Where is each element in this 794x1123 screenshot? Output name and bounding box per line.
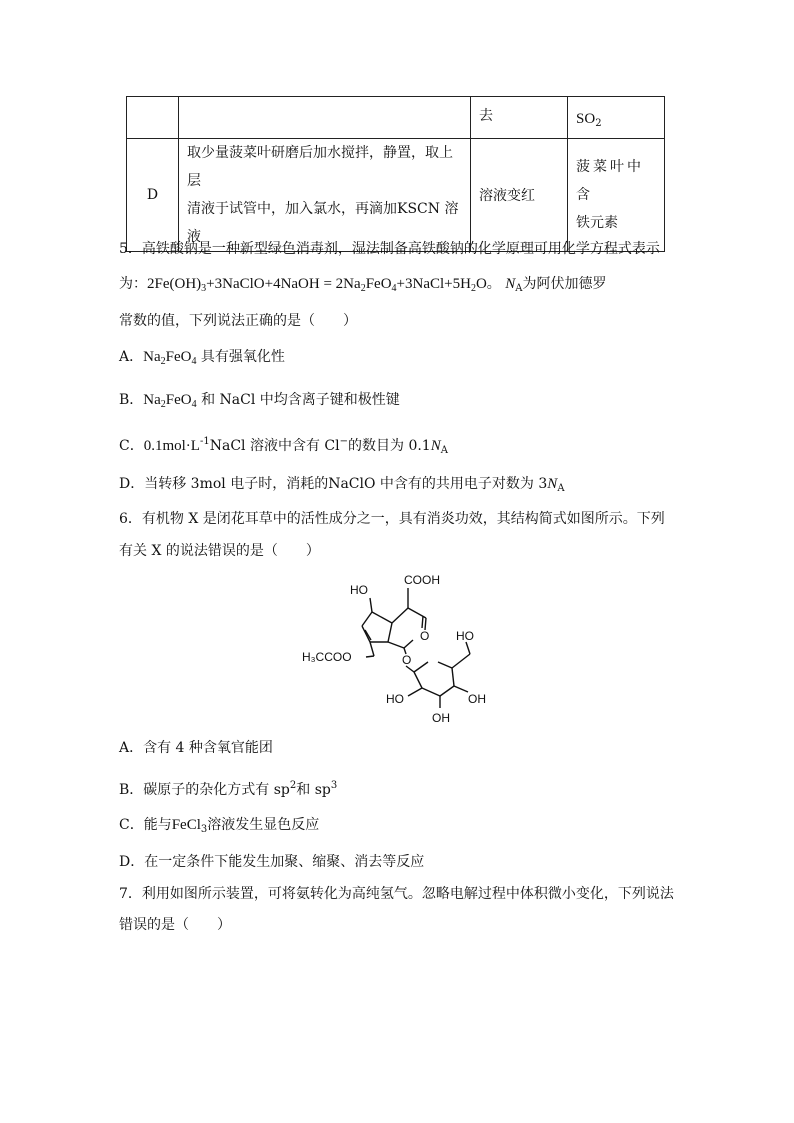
formula-part: NaCl 溶液中含有 Cl [209,438,340,454]
q6-option-a: A．含有 4 种含氧官能团 [119,740,273,756]
option-text: 具有强氧化性 [200,349,285,365]
superscript: − [339,436,348,447]
option-label: B． [119,392,144,408]
atom-labels [302,573,486,725]
experiment-table [126,96,665,252]
subscript: 2 [470,283,476,294]
table-row [127,97,665,139]
eq-tail: 。 [486,276,501,292]
ho-label: HO [350,583,368,597]
superscript: 2 [289,780,297,791]
q5-stem-line3: 常数的值，下列说法正确的是（ ） [119,313,357,329]
option-label: A． [119,349,144,365]
glycosidic-oxygen-label: O [402,653,412,667]
subscript: A [557,483,565,494]
avogadro-symbol: N [430,438,441,454]
subscript: 2 [595,117,602,129]
formula-part: FeCl [171,817,201,833]
phenomenon-cell [471,139,568,252]
subscript: 4 [191,399,197,410]
option-text: B．碳原子的杂化方式有 sp [119,782,290,798]
subscript: 4 [391,283,397,294]
formula-part: FeO [165,349,192,365]
acetate-label: H₃CCOO [302,650,352,664]
option-label-cell [127,139,179,252]
ring-oxygen-label: O [420,629,430,643]
q5-option-a [119,347,285,372]
formula-part: 0.1mol·L [143,438,200,454]
conclusion-line: 菠菜叶中含 [576,159,644,203]
eq-part: 2Fe(OH) [147,276,202,292]
formula [143,349,196,365]
bond-lines [362,588,470,708]
q7-stem-line1: 7．利用如图所示装置，可将氨转化为高纯氢气。忽略电解过程中体积微小变化，下列说法 [119,886,674,902]
table-cell [471,97,568,139]
q7-stem-line2: 错误的是（ ） [119,917,231,933]
ho-label: HO [456,629,474,643]
table-cell [568,97,665,139]
q6-stem-line1: 6．有机物 X 是闭花耳草中的活性成分之一，具有消炎功效，其结构简式如图所示。下列 [119,511,665,527]
formula-part: Na [143,392,161,408]
q5-option-d [119,474,565,499]
table-row [127,139,665,252]
subscript: 2 [160,399,166,410]
eq-part: O [475,276,487,292]
superscript: 3 [330,780,338,791]
option-label: C．能与 [119,817,172,833]
subscript: 3 [201,283,207,294]
option-text: 和 sp [296,782,331,798]
eq-part: +3NaClO+4NaOH = 2Na [206,276,361,292]
formula [143,392,196,408]
eq-prefix: 为： [119,276,147,292]
subscript: 2 [360,283,366,294]
oh-label: OH [432,711,450,725]
table-cell [127,97,179,139]
superscript: -1 [199,436,210,447]
cooh-label: COOH [404,573,440,587]
option-label: D [146,187,159,203]
option-text: 溶液发生显色反应 [207,817,320,833]
q6-option-c [119,815,319,840]
formula-part: FeO [165,392,192,408]
subscript: 3 [200,824,208,835]
chemical-equation [147,276,487,292]
cell-text: SO [576,110,596,127]
q6-stem-line2: 有关 X 的说法错误的是（ ） [119,543,320,559]
conclusion-cell [568,139,665,252]
operation-line: 清液于试管中，加入氯水，再滴加KSCN 溶液 [187,201,459,245]
eq-part: +3NaCl+5H [396,276,471,292]
operation-line: 取少量菠菜叶研磨后加水搅拌，静置，取上层 [187,145,453,189]
avogadro-symbol: N [505,276,516,292]
table-cell [179,97,471,139]
q6-option-b [119,776,337,800]
cell-text: 去 [479,108,493,124]
option-text: D．当转移 3mol 电子时，消耗的NaClO 中含有的共用电子对数为 3 [119,476,548,492]
option-text: 的数目为 0.1 [348,438,431,454]
option-text: 和 NaCl 中均含离子键和极性键 [201,392,400,408]
q5-stem-line1: 5．高铁酸钠是一种新型绿色消毒剂，湿法制备高铁酸钠的化学原理可用化学方程式表示 [119,241,660,257]
operation-cell [179,139,471,252]
subscript: A [440,445,448,456]
q6-option-d: D．在一定条件下能发生加聚、缩聚、消去等反应 [119,854,425,870]
eq-tail: 为阿伏加德罗 [522,276,607,292]
subscript: 4 [191,356,197,367]
oh-label: OH [468,692,486,706]
q5-option-b [119,390,400,415]
subscript: 2 [160,356,166,367]
q5-equation-line [119,274,607,299]
conclusion-line: 铁元素 [576,215,618,231]
formula-part: Na [143,349,161,365]
avogadro-symbol: N [547,476,558,492]
subscript: A [515,283,523,294]
phenomenon-text: 溶液变红 [479,188,535,204]
eq-part: FeO [365,276,392,292]
ho-label: HO [386,692,404,706]
option-label: C． [119,438,144,454]
structural-formula-diagram [298,568,498,728]
q5-option-c [119,432,448,461]
